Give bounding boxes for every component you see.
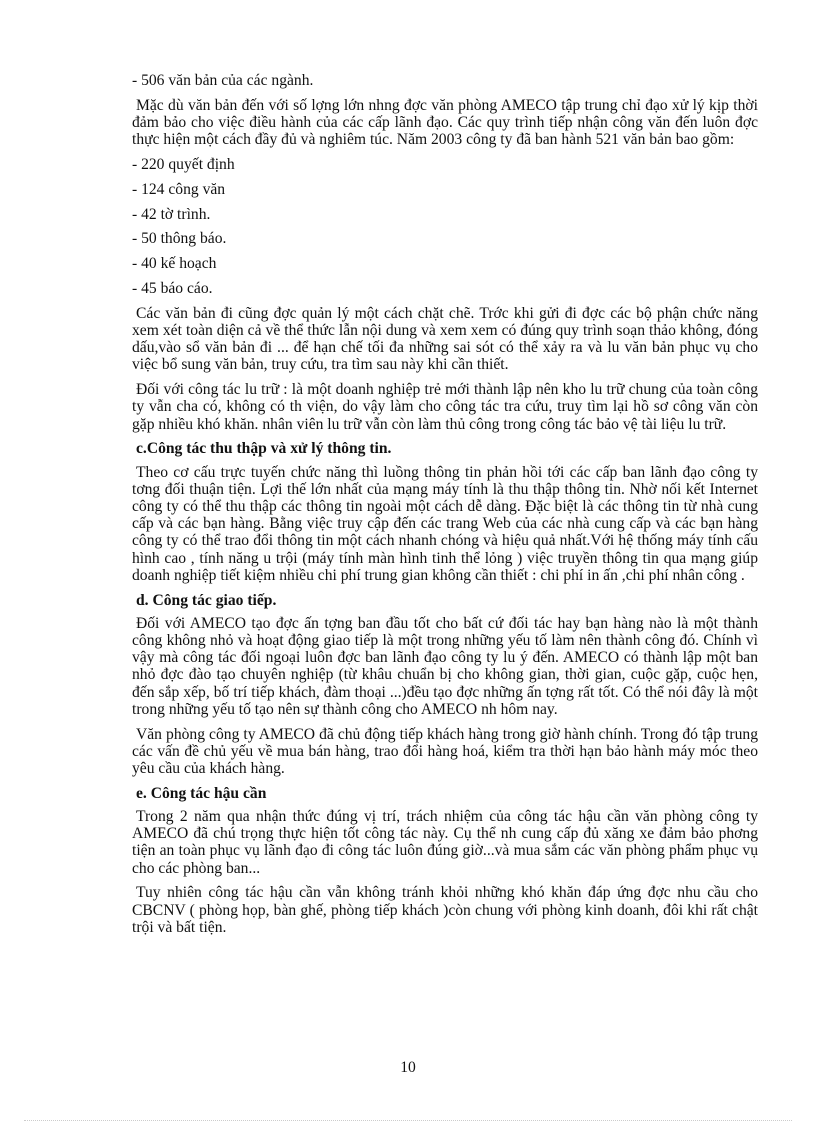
section-heading: e. Công tác hậu cần [136,784,267,802]
paragraph: Văn phòng công ty AMECO đã chủ động tiếp khách hàng trong giờ hành chính. Trong đó tập trung các vấn đề chủ yếu về mua bán hàng, trao đổi hàng hoá, kiểm tra thời hạn bảo hành máy móc theo yêu cầu của khách hàng. [132,725,758,778]
paragraph: Mặc dù văn bản đến với số lợng lớn nhng đợc văn phòng AMECO tập trung chỉ đạo xử lý kịp thời đảm bảo cho việc điều hành của các cấp lãnh đạo. Các quy trình tiếp nhận công văn đến luôn đợc thực hiện một cách đầy đủ và nghiêm túc. Năm 2003 công ty đã ban hành 521 văn bản bao gồm: [132,96,758,149]
paragraph: Tuy nhiên công tác hậu cần vẫn không tránh khỏi những khó khăn đáp ứng đợc nhu cầu cho CBCNV ( phòng họp, bàn ghế, phòng tiếp khách )còn chung với phòng kinh doanh, đôi khi rất chật trội và bất tiện. [132,884,758,936]
paragraph: Theo cơ cấu trực tuyến chức năng thì luồng thông tin phản hồi tới các cấp ban lãnh đạo công ty tơng đối thuận tiện. Lợi thế lớn nhất của mạng máy tính là thu thập thông tin. Nhờ nối kết Internet công ty có thể thu thập các thông tin ngoài một cách dễ dàng. Đặc biệt là các thông tin từ nhà cung cấp và các bạn hàng. Bằng việc truy cập đến các trang Web của các nhà cung cấp và các bạn hàng công ty có thể trao đổi thông tin một cách nhanh chóng và hiệu quả nhất.Với hệ thống máy tính cấu hình cao , tính năng u trội (máy tính màn hình tinh thể lỏng ) việc truyền thông tin qua mạng giúp doanh nghiệp tiết kiệm nhiều chi phí trung gian không cần thiết : chi phí in ấn ,chi phí nhân công . [132,463,758,584]
paragraph: Các văn bản đi cũng đợc quản lý một cách chặt chẽ. Trớc khi gửi đi đợc các bộ phận chức năng xem xét toàn diện cả về thể thức lẫn nội dung và xem xem có đúng quy trình soạn thảo không, đóng dấu,vào sổ văn bản đi ... để hạn chế tối đa những sai sót có thể xảy ra và lu văn bản phục vụ cho việc bổ sung văn bản, truy cứu, tra tìm sau này khi cần thiết. [132,304,758,374]
page-edge-divider [24,1120,792,1121]
list-item: - 40 kế hoạch [132,255,217,273]
list-item: - 45 báo cáo. [132,279,213,297]
section-heading: c.Công tác thu thập và xử lý thông tin. [136,440,392,458]
paragraph: Đối với AMECO tạo đợc ấn tợng ban đầu tốt cho bất cứ đối tác hay bạn hàng nào là một thành công không nhỏ và hoạt động giao tiếp là một trong những yếu tố làm nên thành công đó. Chính vì vậy mà công tác đối ngoại luôn đợc ban lãnh đạo công ty lu ý đến. AMECO có thành lập một ban nhỏ đợc đào tạo chuyên nghiệp (từ khâu chuẩn bị cho không gian, thời gian, cuộc gặp, cuộc hẹn, đến sắp xếp, bố trí tiếp khách, đàm thoại ...)đều tạo đợc những ấn tợng rất tốt. Có thể nói đây là một trong những yếu tố tạo nên sự thành công cho AMECO nh hôm nay. [132,614,758,718]
list-item: - 124 công văn [132,180,226,198]
list-item: - 42 tờ trình. [132,205,211,223]
document-body [132,72,758,944]
paragraph: Đối với công tác lu trữ : là một doanh nghiệp trẻ mới thành lập nên kho lu trữ chung của toàn công ty vẫn cha có, không có th viện, do vậy làm cho công tác tra cứu, truy tìm lại hồ sơ công văn còn gặp nhiều khó khăn. nhân viên lu trữ vẫn còn làm thủ công trong công tác bảo vệ tài liệu lu trữ. [132,381,758,433]
paragraph: Trong 2 năm qua nhận thức đúng vị trí, trách nhiệm của công tác hậu cần văn phòng công ty AMECO đã chú trọng thực hiện tốt công tác này. Cụ thể nh cung cấp đủ xăng xe đảm bảo phơng tiện an toàn phục vụ lãnh đạo đi công tác luôn đúng giờ...và mua sắm các văn phòng phẩm phục vụ cho các phòng ban... [132,808,758,877]
list-item: - 50 thông báo. [132,230,227,248]
page-number: 10 [400,1059,416,1076]
list-item: - 506 văn bản của các ngành. [132,72,314,89]
section-heading: d. Công tác giao tiếp. [136,591,277,609]
list-item: - 220 quyết định [132,156,235,173]
